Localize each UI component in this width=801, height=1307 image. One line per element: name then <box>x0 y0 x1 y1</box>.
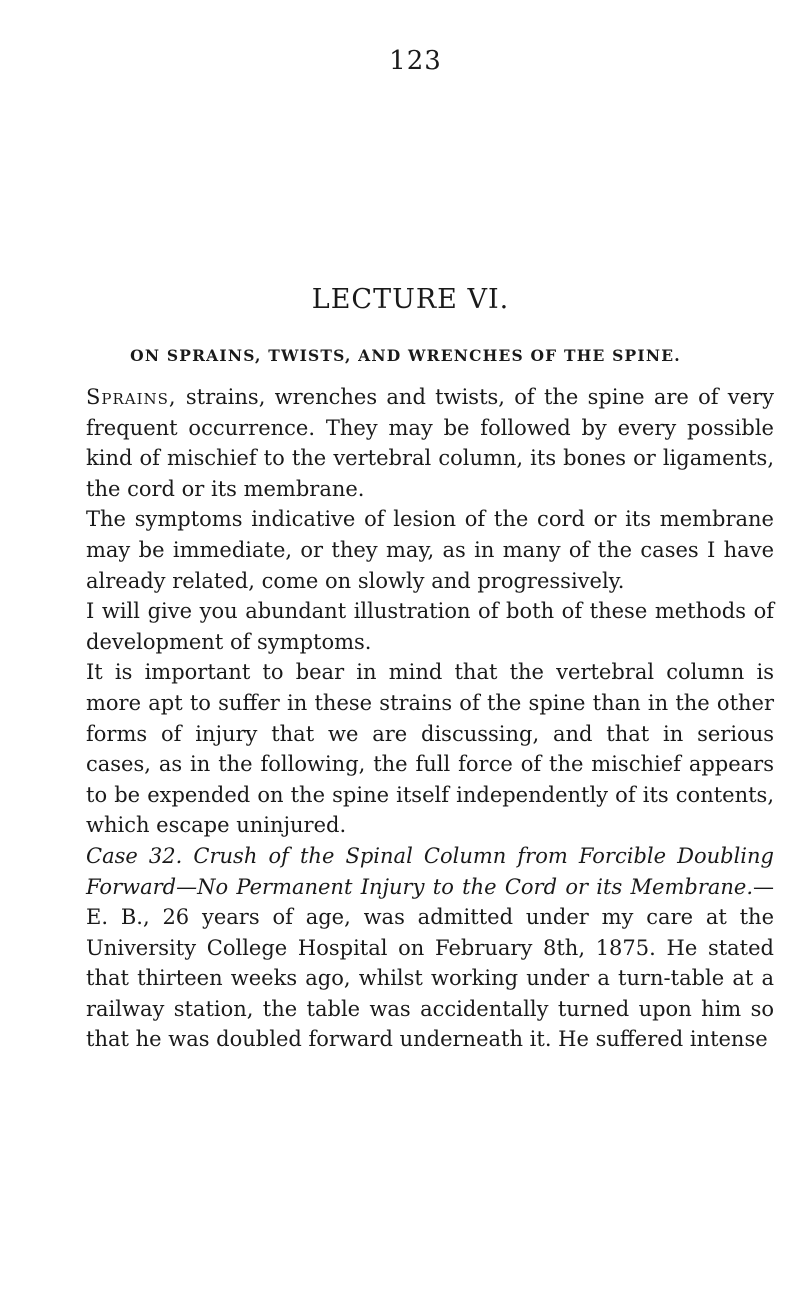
case-text: —E. B., 26 years of age, was admitted under my care at the University College Hospital on February 8th, 1875. He stated that thirteen weeks ago, whilst working under a turn-table at a railway station, the table was accidentally turned upon him so that he was doubled forward underneath it. He suffered intense <box>86 874 774 1052</box>
paragraph-5 <box>86 841 774 1055</box>
paragraph-4: It is important to bear in mind that the vertebral column is more apt to suffer in these strains of the spine than in the other forms of injury that we are discussing, and that in serious cases, as in the following, the full force of the mischief appears to be expended on the spine itself independently of its contents, which escape uninjured. <box>86 660 774 838</box>
paragraph-1-lead-word: Sprains, <box>86 385 177 409</box>
case-heading: Case 32. Crush of the Spinal Column from Forcible Doubling Forward—No Permanent Injury to the Cord or its Membrane. <box>86 843 774 899</box>
body-text <box>86 382 774 1055</box>
paragraph-1-text: strains, wrenches and twists, of the spine are of very frequent occurrence. They may be followed by every possible kind of mischief to the vertebral column, its bones or ligaments, the cord or its membrane. <box>86 385 774 501</box>
page-number: 123 <box>389 46 442 76</box>
lecture-title: LECTURE VI. <box>311 284 510 315</box>
paragraph-1 <box>86 382 774 504</box>
lecture-subtitle: ON SPRAINS, TWISTS, AND WRENCHES OF THE SPINE. <box>130 346 681 365</box>
paragraph-2: The symptoms indicative of lesion of the cord or its membrane may be immediate, or they may, as in many of the cases I have already related, come on slowly and progressively. <box>86 507 774 593</box>
paragraph-3: I will give you abundant illustration of both of these methods of development of symptoms. <box>86 599 774 654</box>
